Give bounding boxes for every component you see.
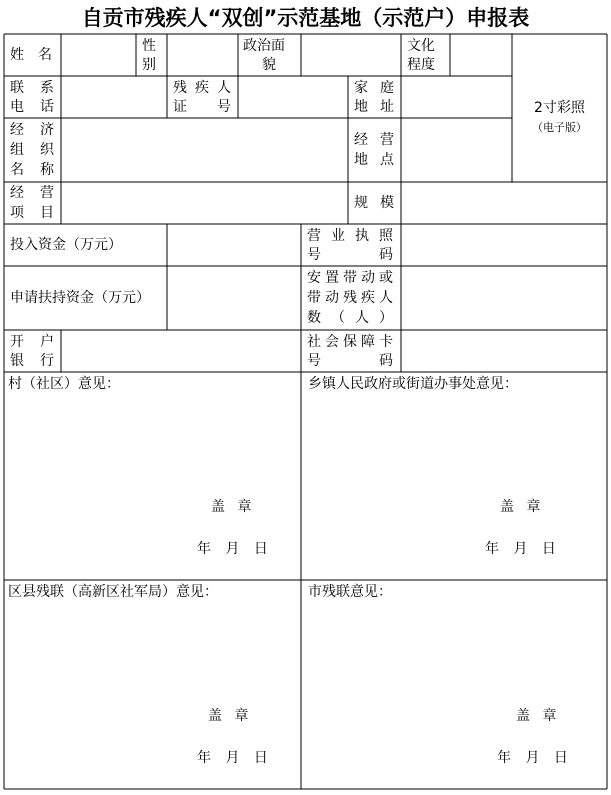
city-seal: 盖 章 — [516, 708, 557, 724]
label-project-1: 经 营 — [10, 185, 54, 201]
label-disability-cert-2: 证 号 — [173, 99, 231, 115]
label-name: 姓 名 — [10, 47, 52, 63]
label-political-1: 政治面 — [243, 38, 285, 54]
label-home-2: 地 址 — [354, 99, 394, 115]
village-seal: 盖 章 — [211, 499, 252, 515]
label-political-2: 貌 — [262, 57, 276, 73]
label-license-1: 营 业 执 照 — [307, 228, 393, 244]
photo-label: 2寸彩照 — [534, 100, 585, 116]
label-education-1: 文化 — [407, 38, 435, 54]
label-disability-cert-1: 残疾人 — [173, 80, 231, 96]
township-opinion-label: 乡镇人民政府或街道办事处意见： — [308, 376, 518, 392]
label-bank-1: 开 户 — [10, 334, 54, 350]
label-support-funds: 申请扶持资金（万元） — [10, 290, 150, 306]
label-bank-2: 银 行 — [10, 353, 54, 369]
label-org-3: 名 称 — [10, 162, 54, 178]
label-org-1: 经 济 — [10, 122, 54, 138]
form-title: 自贡市残疾人“双创”示范基地（示范户）申报表 — [81, 6, 530, 30]
label-investment: 投入资金（万元） — [10, 237, 122, 253]
label-org-2: 组 织 — [10, 142, 54, 158]
district-opinion-label: 区县残联（高新区社军局）意见： — [8, 584, 218, 600]
district-seal: 盖 章 — [208, 708, 249, 724]
label-biz-loc-1: 经 营 — [354, 132, 394, 148]
label-project-2: 项 目 — [10, 205, 54, 221]
village-opinion-label: 村（社区）意见： — [8, 376, 120, 392]
label-employ-2: 带动残疾人 — [307, 290, 393, 306]
label-social-1: 社会保障卡 — [307, 334, 393, 350]
district-date: 年 月 日 — [197, 750, 268, 766]
city-date: 年 月 日 — [497, 750, 568, 766]
label-social-2: 号 码 — [307, 353, 393, 369]
label-employ-1: 安置带动或 — [307, 270, 393, 286]
label-license-2: 号 码 — [307, 247, 393, 263]
label-gender-1: 性 — [142, 38, 156, 54]
village-date: 年 月 日 — [197, 541, 268, 557]
label-home-1: 家 庭 — [354, 80, 394, 96]
label-phone-1: 联 系 — [10, 80, 54, 96]
photo-sub-label: （电子版） — [532, 121, 587, 134]
label-phone-2: 电 话 — [10, 99, 54, 115]
label-education-2: 程度 — [407, 57, 435, 73]
label-biz-loc-2: 地 点 — [354, 152, 394, 168]
city-opinion-label: 市残联意见： — [308, 584, 392, 600]
township-seal: 盖 章 — [500, 499, 541, 515]
label-employ-3: 数 （ 人 ） — [307, 310, 393, 326]
label-gender-2: 别 — [142, 57, 156, 73]
township-date: 年 月 日 — [485, 541, 556, 557]
label-scale: 规 模 — [354, 195, 394, 211]
